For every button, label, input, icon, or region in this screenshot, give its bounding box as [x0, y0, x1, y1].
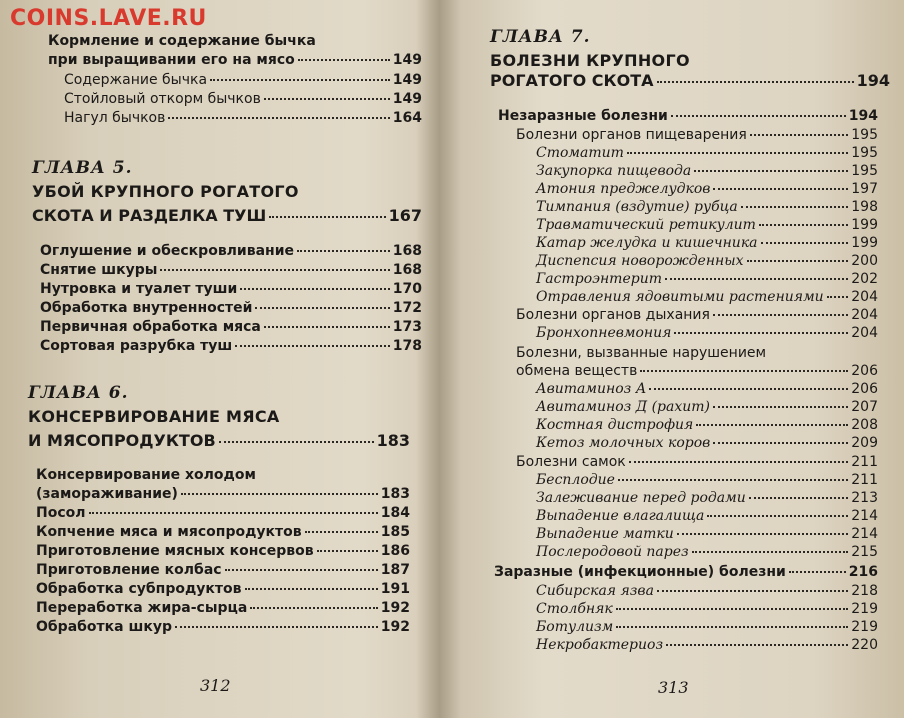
- toc-entry: Нутровка и туалет туши 170: [40, 281, 422, 297]
- toc-entry: Посол 184: [36, 505, 410, 521]
- toc-entry: Катар желудка и кишечника 199: [536, 235, 878, 251]
- toc-entry: Заразные (инфекционные) болезни 216: [494, 564, 878, 580]
- toc-entry: Закупорка пищевода 195: [536, 163, 878, 179]
- toc-entry: Сортовая разрубка туш 178: [40, 338, 422, 354]
- toc-entry: Авитаминоз Д (рахит) 207: [536, 399, 878, 415]
- chapter-title: УБОЙ КРУПНОГО РОГАТОГО: [32, 182, 299, 201]
- chapter-title-row: РОГАТОГО СКОТА 194: [490, 71, 890, 90]
- toc-entry: Залеживание перед родами 213: [536, 490, 878, 506]
- toc-entry: Выпадение матки 214: [536, 526, 878, 542]
- toc-entry: Выпадение влагалища 214: [536, 508, 878, 524]
- toc-entry-line1: Болезни, вызванные нарушением: [516, 345, 767, 361]
- toc-entry: Стоматит 195: [536, 145, 878, 161]
- toc-entry-line1: Консервирование холодом: [36, 467, 256, 483]
- toc-entry: Болезни органов пищеварения 195: [516, 127, 878, 143]
- page-number: 313: [658, 678, 689, 697]
- toc-entry: Приготовление мясных консервов 186: [36, 543, 410, 559]
- page-number: 312: [200, 676, 231, 695]
- toc-entry: обмена веществ 206: [516, 363, 878, 379]
- toc-entry: Диспепсия новорожденных 200: [536, 253, 878, 269]
- toc-entry: Костная дистрофия 208: [536, 417, 878, 433]
- toc-entry: Отравления ядовитыми растениями 204: [536, 289, 878, 305]
- toc-entry: Снятие шкуры 168: [40, 262, 422, 278]
- toc-entry: Гастроэнтерит 202: [536, 271, 878, 287]
- toc-entry: Обработка внутренностей 172: [40, 300, 422, 316]
- toc-entry: Атония преджелудков 197: [536, 181, 878, 197]
- toc-entry: (замораживание) 183: [36, 486, 410, 502]
- chapter-label: ГЛАВА 7.: [490, 27, 591, 47]
- toc-entry: Копчение мяса и мясопродуктов 185: [36, 524, 410, 540]
- toc-entry: Нагул бычков 164: [64, 110, 422, 126]
- chapter-title-row: СКОТА И РАЗДЕЛКА ТУШ 167: [32, 206, 422, 225]
- toc-entry: Незаразные болезни 194: [498, 108, 878, 124]
- chapter-title-row: И МЯСОПРОДУКТОВ 183: [28, 431, 410, 450]
- toc-entry: Приготовление колбас 187: [36, 562, 410, 578]
- watermark: COINS.LAVE.RU: [10, 6, 207, 31]
- toc-entry: Некробактериоз 220: [536, 637, 878, 653]
- toc-entry: при выращивании его на мясо 149: [48, 52, 422, 68]
- toc-entry: Болезни самок 211: [516, 454, 878, 470]
- toc-entry: Первичная обработка мяса 173: [40, 319, 422, 335]
- toc-entry: Обработка шкур 192: [36, 619, 410, 635]
- chapter-title: БОЛЕЗНИ КРУПНОГО: [490, 51, 690, 70]
- toc-entry: Обработка субпродуктов 191: [36, 581, 410, 597]
- toc-entry: Оглушение и обескровливание 168: [40, 243, 422, 259]
- toc-entry: Ботулизм 219: [536, 619, 878, 635]
- chapter-label: ГЛАВА 5.: [32, 158, 133, 178]
- toc-entry: Болезни органов дыхания 204: [516, 307, 878, 323]
- toc-entry: Бесплодие 211: [536, 472, 878, 488]
- toc-entry: Кетоз молочных коров 209: [536, 435, 878, 451]
- toc-entry: Послеродовой парез 215: [536, 544, 878, 560]
- toc-entry: Бронхопневмония 204: [536, 325, 878, 341]
- toc-entry: Стойловый откорм бычков 149: [64, 91, 422, 107]
- toc-entry: Сибирская язва 218: [536, 583, 878, 599]
- toc-entry: Тимпания (вздутие) рубца 198: [536, 199, 878, 215]
- toc-entry: Столбняк 219: [536, 601, 878, 617]
- toc-entry-line1: Кормление и содержание бычка: [48, 33, 316, 49]
- toc-entry: Переработка жира-сырца 192: [36, 600, 410, 616]
- chapter-title: КОНСЕРВИРОВАНИЕ МЯСА: [28, 407, 280, 426]
- toc-entry: Содержание бычка 149: [64, 72, 422, 88]
- chapter-label: ГЛАВА 6.: [28, 383, 129, 403]
- toc-entry: Авитаминоз А 206: [536, 381, 878, 397]
- toc-entry: Травматический ретикулит 199: [536, 217, 878, 233]
